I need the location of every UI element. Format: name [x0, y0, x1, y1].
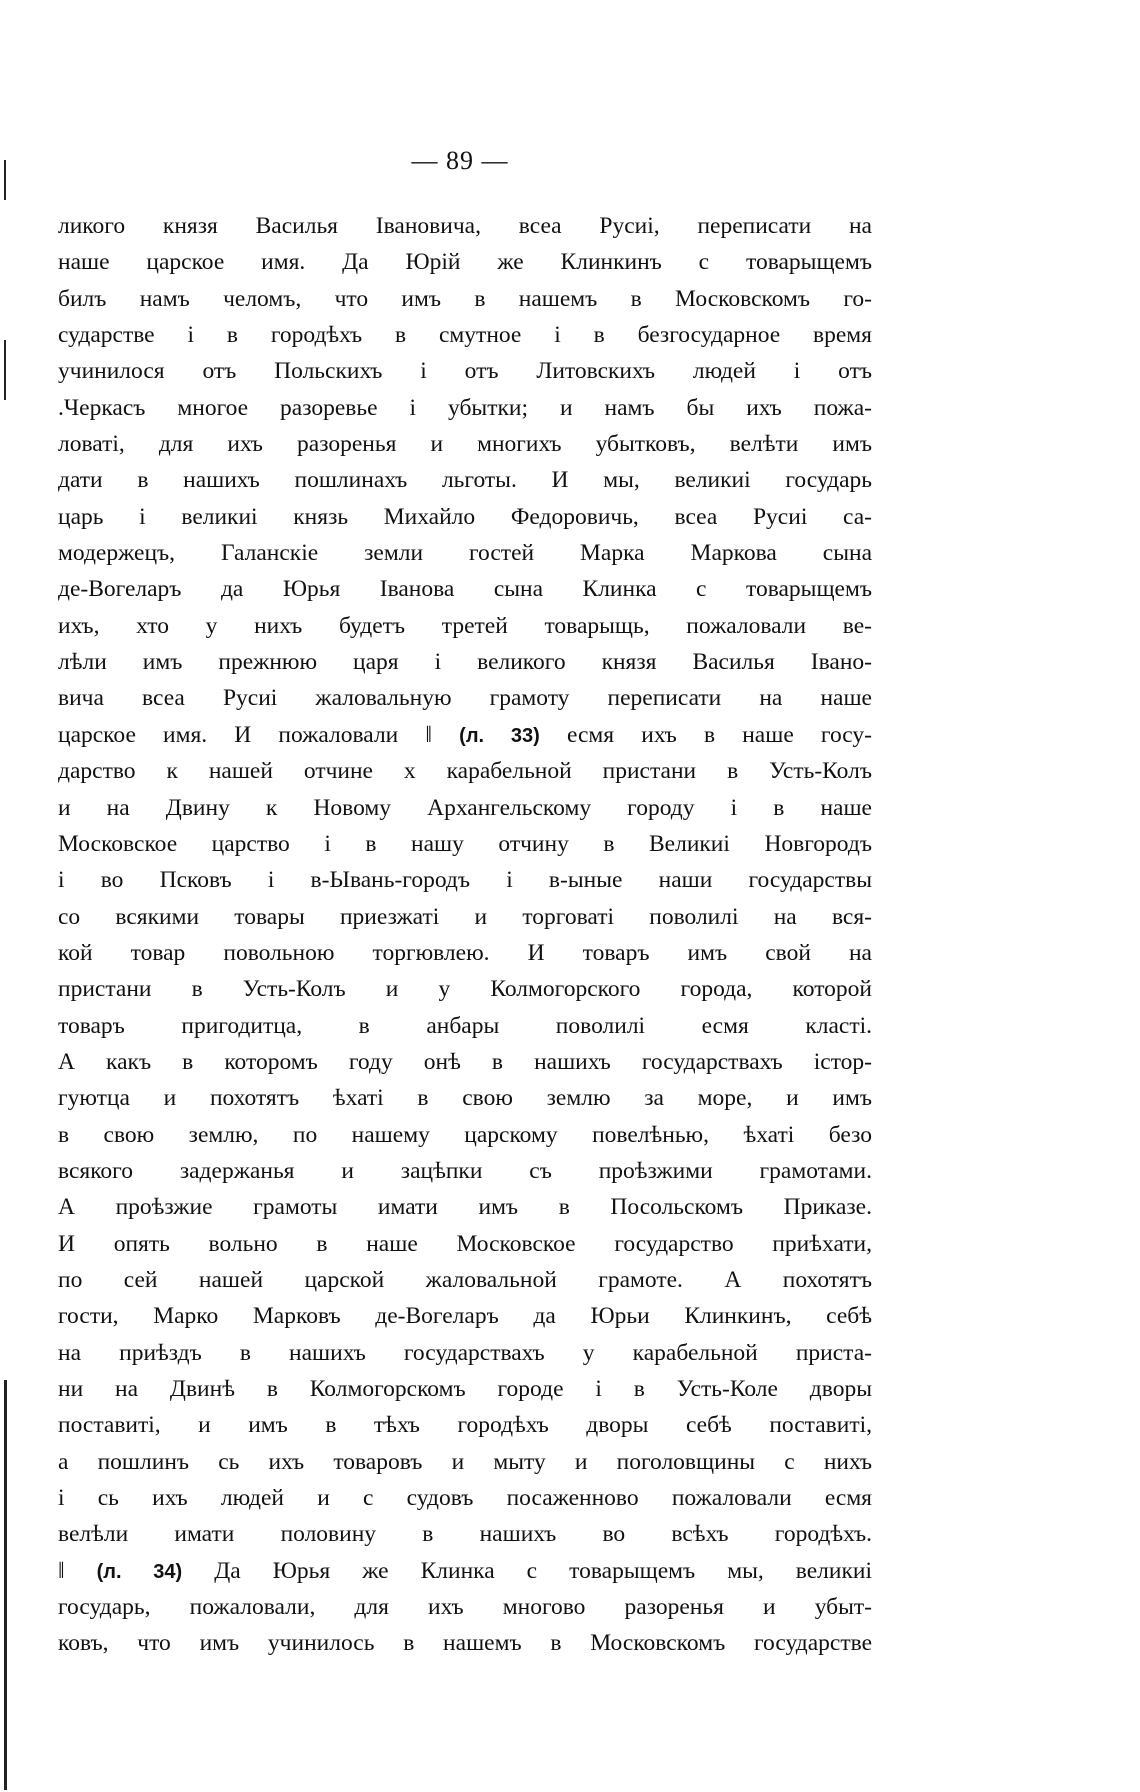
text-line: А проѣзжие грамоты имати имъ в Посольскомъ Приказе.: [58, 1194, 872, 1221]
text-line: ковъ, что имъ учинилось в нашемъ в Московскомъ государстве: [58, 1630, 872, 1657]
text-line: і во Псковъ і в-Ывань-городъ і в-ыные наши государствы: [58, 867, 872, 894]
scan-edge-mark-middle: [4, 340, 6, 400]
text-line: і сь ихъ людей и с судовъ посаженново пожаловали есмя: [58, 1485, 872, 1512]
text-line: в свою землю, по нашему царскому повелѣнью, ѣхаті безо: [58, 1121, 872, 1148]
text-line: де-Вогеларъ да Юрья Іванова сына Клинка с товарыщемъ: [58, 576, 872, 603]
text-line: ни на Двинѣ в Колмогорскомъ городе і в Усть-Коле дворы: [58, 1376, 872, 1402]
text-line: А какъ в которомъ году онѣ в нашихъ государствахъ істор-: [58, 1048, 872, 1075]
page-number: — 89 —: [411, 146, 509, 175]
text-line: велѣли имати половину в нашихъ во всѣхъ городѣхъ.: [58, 1521, 872, 1548]
text-line: сударстве і в городѣхъ в смутное і в безгосударное время: [58, 322, 872, 349]
text-line: Московское царство і в нашу отчину в Великиі Новгородъ: [58, 830, 872, 857]
folio-marker-33: [425, 722, 539, 748]
text-line: гости, Марко Марковъ де-Вогеларъ да Юрьи Клинкинъ, себѣ: [58, 1303, 872, 1330]
text-line: гуютца и похотятъ ѣхаті в свою землю за море, и имъ: [58, 1085, 872, 1112]
folio-bar: ‖: [425, 721, 460, 748]
body-text: [58, 208, 872, 1662]
text-line: царь і великиі князь Михайло Федоровичь, всеа Русиі са-: [58, 503, 872, 530]
text-line: поставиті, и имъ в тѣхъ городѣхъ дворы себѣ поставиті,: [58, 1412, 872, 1439]
text-line: ловаті, для ихъ разоренья и многихъ убытковъ, велѣти имъ: [58, 431, 872, 458]
text-line: модержецъ, Галанскіе земли гостей Марка Маркова сына: [58, 540, 872, 567]
text-line: лѣли имъ прежнюю царя і великого князя Василья Івано-: [58, 649, 872, 676]
folio-reference: (л. 33): [459, 724, 540, 747]
scan-edge-mark-bottom: [4, 1380, 7, 1790]
folio-marker-34: [58, 1558, 182, 1584]
text-line: государь, пожаловали, для ихъ многово разоренья и убыт-: [58, 1594, 872, 1621]
text-line: на приѣздъ в нашихъ государствахъ у карабельной приста-: [58, 1339, 872, 1366]
text-line: И опять вольно в наше Московское государство приѣхати,: [58, 1230, 872, 1257]
text-line: ихъ, хто у нихъ будетъ третей товарыщь, пожаловали ве-: [58, 612, 872, 639]
text-line: .Черкасъ многое разоревье і убытки; и намъ бы ихъ пожа-: [58, 394, 872, 421]
text-line-fragment: Да Юрья же Клинка с товарыщемъ мы, великиі: [182, 1557, 872, 1584]
text-line: кой товар повольною торгювлею. И товаръ имъ свой на: [58, 939, 872, 966]
text-line: а пошлинъ сь ихъ товаровъ и мыту и поголовщины с нихъ: [58, 1448, 872, 1475]
text-line: ликого князя Василья Івановича, всеа Русиі, переписати на: [58, 213, 872, 239]
text-line: дарство к нашей отчине х карабельной пристани в Усть-Колъ: [58, 758, 872, 785]
text-line: товаръ пригодитца, в анбары поволилі есмя класті.: [58, 1012, 872, 1039]
text-line-fragment: царское имя. И пожаловали: [58, 721, 399, 748]
text-line: всякого задержанья и зацѣпки съ проѣзжими грамотами.: [58, 1157, 872, 1184]
text-line-with-folio-34: [58, 1553, 872, 1589]
text-line-fragment: есмя ихъ в наше госу-: [539, 721, 872, 748]
folio-bar: ‖: [58, 1557, 97, 1584]
text-line: вича всеа Русиі жаловальную грамоту переписати на наше: [58, 685, 872, 712]
text-line: по сей нашей царской жаловальной грамоте. А похотятъ: [58, 1266, 872, 1293]
text-line: дати в нашихъ пошлинахъ льготы. И мы, великиі государь: [58, 467, 872, 494]
text-line: пристани в Усть-Колъ и у Колмогорского города, которой: [58, 976, 872, 1003]
folio-reference: (л. 34): [96, 1560, 183, 1583]
text-line-with-folio-33: [58, 717, 872, 753]
text-line: наше царское имя. Да Юрій же Клинкинъ с товарыщемъ: [58, 249, 872, 276]
text-line: учинилося отъ Польскихъ і отъ Литовскихъ людей і отъ: [58, 358, 872, 385]
text-line: и на Двину к Новому Архангельскому городу і в наше: [58, 794, 872, 821]
text-line: билъ намъ челомъ, что имъ в нашемъ в Московскомъ го-: [58, 285, 872, 312]
text-line: со всякими товары приезжаті и торговаті поволилі на вся-: [58, 903, 872, 930]
